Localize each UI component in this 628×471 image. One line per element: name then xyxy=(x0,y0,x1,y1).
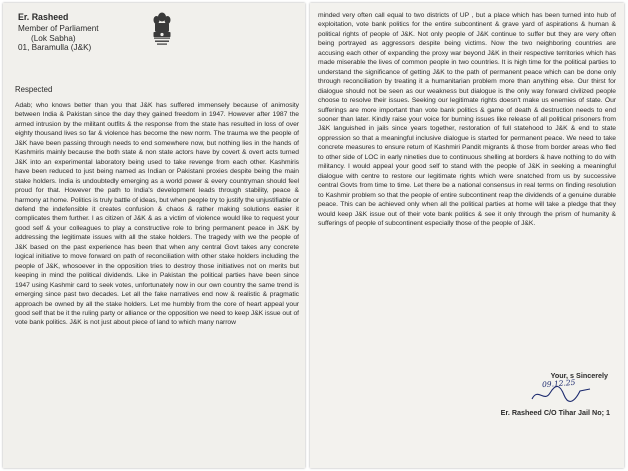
signatory-name: Er. Rasheed C/O Tihar Jail No; 1 xyxy=(500,408,610,417)
state-emblem-icon xyxy=(151,11,173,47)
closing: Your, s Sincerely xyxy=(550,371,608,380)
salutation: Respected xyxy=(15,85,53,94)
letter-page-2 xyxy=(310,3,624,468)
sender-address: 01, Baramulla (J&K) xyxy=(18,43,92,52)
sender-name: Er. Rasheed xyxy=(18,12,69,22)
letter-body-page-1: Adab; who knows better than you that J&K has suffered immensely because of animosity between India & Pakistan since the day they gained freedom in 1947. However after 1987 the armed intrusion by the militant outfits & the response from the state has resulted in loss of over eighty thousand lives so far & violence has become the new norm. The trauma we the people of J&K have been passing through needs to end somewhere now, but nothing lies in the hands of Kashmiris mainly because the both state & non state actors have by covert & overt acts turned J&K into an experimental laboratory being used to take revenge from each other. Kashmiris have been reduced to just being named as Indian or Pakistani proxies despite being the main stake holders. India is undoubtedly emerging as a world power & every countryman should feel proud for that. However the path to India's development leads through stability, peace & harmony at home. Politics is truly battle of ideas, but when people try to justify the unjustifiable or defend the indefensible it creates confusion & chaos & rather making solutions easier it complicates them further. I as citizen of J&K & as a victim of violence would like to request your good self & your colleagues to play a constructive role to bring permanent peace in J&K by addressing the legitimate issues with all the stake holders. The tragedy with we the people of J&K based on the past experience has been that when any central Govt takes any concrete logical initiative to move forward on path of reconciliation with other stake holders including the people of J&K, whosoever in the opposition tries to destroy those initiatives not on merits but keeping in mind the political dividends. Like in Pakistan the political parties have been since 1947 using Kashmir card to seek votes, unfortunately now in our own country the same trend is emerging since past two decades. Let all the fake narratives end now & realistic & pragmatic approach be owned by all the stake holders. Let me humbly from the core of heart appeal your good self that be it the ruling party or alliance or the opposition we need to keep J&K issue out of vote bank politics. J&K is not just about piece of land to which many narrow xyxy=(15,102,299,327)
sender-house: (Lok Sabha) xyxy=(31,33,76,43)
letter-page-1 xyxy=(3,3,305,468)
letter-body-page-2: minded very often call equal to two districts of UP , but a place which has been turned into hub of exploitation, vote bank politics for the entire subcontinent & grave yard of aspirations & human & political rights of people of J&K. Not only people of J&K continue to suffer but they are very often being portrayed as aggressors despite being victims. Now the two neighboring countries are accusing each other of expanding the proxy war beyond J&K in their respective territories which has made miserable the lives of common people in two countries. It is high time for the political parties to understand the significance of getting J&K to the path of permanent peace which can be done only through reconciliation by treating it a humanitarian problem more than anything else. Our thirst for dialogue should not be seen as our weakness but dialogue is the only way forward civilized people choose to resolve their issues. Seeking our legitimate rights doesn't make us enemies of state. Our sufferings are more important than vote bank politics & game of death & destruction needs to end sooner than later. Kindly raise your voice for burning issues like release of all political prisoners from J&K languished in jails since years together, restoration of full statehood to J&K & end to state oppression so that a meaningful inclusive dialogue is started for permanent peace. We need to take concrete measures to ensure return of Kashmiri Pandit migrants & those from border areas who fled to other side of LOC in early nineties due to continuous shelling at borders & have nothing to do with militancy. I would appeal your good self to stand with the people of J&K in seeking a meaningful dialogue with centre to restore our legitimate rights which were snatched from us by successive central Govts from time to time. Let there be a national consensus in real terms on finding resolution to Kashmir problem so that the people of entire subcontinent reap the dividends of a genuine durable peace. This can be achieved only when all the political parties at home will take a pledge that they would keep J&K issue out of their vote bank politics & see it only through the prism of humanity & sufferings of people of subcontinent especially those of the people of J&K. xyxy=(318,12,616,227)
signature-date: 09.12.25 xyxy=(541,377,576,390)
sender-title: Member of Parliament xyxy=(18,24,99,33)
